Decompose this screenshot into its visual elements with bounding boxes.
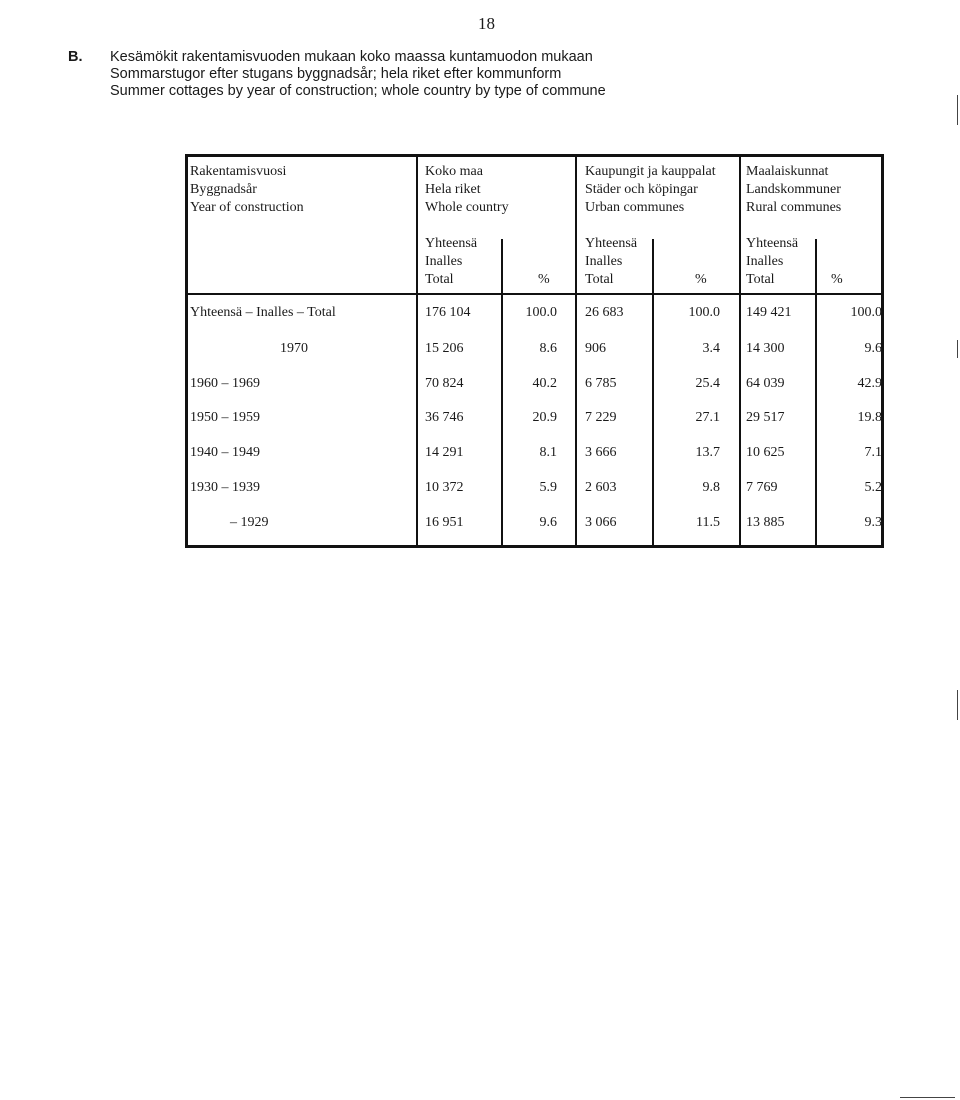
cell-percent: 11.5 (696, 515, 720, 530)
cell-percent: 8.6 (539, 341, 557, 356)
cell-percent: 42.9 (857, 376, 882, 391)
header-rule (188, 293, 881, 295)
cell-percent: 25.4 (695, 376, 720, 391)
table-title (68, 49, 606, 100)
divider-stub (416, 157, 418, 545)
group-urban-total-sv: Inalles (585, 254, 623, 269)
cell-percent: 100.0 (850, 305, 882, 320)
scan-edge-mark (957, 340, 958, 358)
cell-total: 29 517 (746, 410, 785, 425)
group-urban-header-fi: Kaupungit ja kauppalat (585, 164, 716, 179)
cell-total: 26 683 (585, 305, 624, 320)
row-label: 1940 – 1949 (190, 445, 260, 460)
cell-total: 14 291 (425, 445, 464, 460)
row-label: Yhteensä – Inalles – Total (190, 305, 336, 320)
stub-header-sv: Byggnadsår (190, 182, 257, 197)
cell-percent: 8.1 (539, 445, 557, 460)
cell-percent: 20.9 (532, 410, 557, 425)
title-english: Summer cottages by year of construction; whole country by type of commune (110, 83, 606, 99)
divider-urban-rural (739, 157, 741, 545)
group-whole-total-fi: Yhteensä (425, 236, 478, 251)
divider-urban-total-pct (652, 239, 654, 545)
group-urban-total-en: Total (585, 272, 614, 287)
cell-percent: 40.2 (532, 376, 557, 391)
group-whole-header-fi: Koko maa (425, 164, 483, 179)
cell-total: 2 603 (585, 480, 617, 495)
group-urban-pct: % (695, 272, 707, 287)
row-label: 1930 – 1939 (190, 480, 260, 495)
cell-total: 64 039 (746, 376, 785, 391)
cell-percent: 5.9 (539, 480, 557, 495)
cell-total: 14 300 (746, 341, 785, 356)
cell-total: 13 885 (746, 515, 785, 530)
group-rural-total-fi: Yhteensä (746, 236, 799, 251)
row-label: 1950 – 1959 (190, 410, 260, 425)
cell-percent: 9.8 (702, 480, 720, 495)
cell-total: 906 (585, 341, 606, 356)
page-number: 18 (478, 14, 495, 33)
cell-percent: 27.1 (695, 410, 720, 425)
group-rural-header-fi: Maalaiskunnat (746, 164, 829, 179)
cell-total: 36 746 (425, 410, 464, 425)
group-urban-header-sv: Städer och köpingar (585, 182, 698, 197)
row-label: 1960 – 1969 (190, 376, 260, 391)
cell-percent: 9.3 (864, 515, 882, 530)
group-urban-total-fi: Yhteensä (585, 236, 638, 251)
scan-edge-mark (900, 1097, 955, 1098)
title-swedish: Sommarstugor efter stugans byggnadsår; hela riket efter kommunform (110, 66, 562, 82)
cell-total: 70 824 (425, 376, 464, 391)
cell-percent: 7.1 (864, 445, 882, 460)
group-whole-total-sv: Inalles (425, 254, 463, 269)
cell-percent: 5.2 (864, 480, 882, 495)
cell-percent: 9.6 (539, 515, 557, 530)
cell-total: 3 666 (585, 445, 617, 460)
row-label: 1970 (280, 341, 308, 356)
cell-total: 6 785 (585, 376, 617, 391)
stub-header-en: Year of construction (190, 200, 304, 215)
statistics-table (185, 154, 884, 548)
cell-total: 7 769 (746, 480, 778, 495)
scan-edge-mark (957, 95, 958, 125)
cell-percent: 13.7 (695, 445, 720, 460)
cell-percent: 100.0 (525, 305, 557, 320)
group-rural-total-en: Total (746, 272, 775, 287)
group-urban-header-en: Urban communes (585, 200, 685, 215)
group-rural-header-sv: Landskommuner (746, 182, 841, 197)
table-letter: B. (68, 49, 83, 65)
group-whole-header-sv: Hela riket (425, 182, 481, 197)
group-rural-header-en: Rural communes (746, 200, 842, 215)
group-whole-pct: % (538, 272, 550, 287)
cell-total: 16 951 (425, 515, 464, 530)
divider-whole-total-pct (501, 239, 503, 545)
row-label: – 1929 (230, 515, 269, 530)
divider-whole-urban (575, 157, 577, 545)
cell-percent: 9.6 (864, 341, 882, 356)
group-rural-total-sv: Inalles (746, 254, 784, 269)
cell-total: 10 372 (425, 480, 464, 495)
stub-header-fi: Rakentamisvuosi (190, 164, 287, 179)
cell-percent: 3.4 (702, 341, 720, 356)
cell-total: 10 625 (746, 445, 785, 460)
cell-total: 176 104 (425, 305, 471, 320)
scan-edge-mark (957, 690, 958, 720)
cell-percent: 100.0 (688, 305, 720, 320)
divider-rural-total-pct (815, 239, 817, 545)
title-finnish: Kesämökit rakentamisvuoden mukaan koko maassa kuntamuodon mukaan (110, 49, 593, 65)
group-whole-header-en: Whole country (425, 200, 509, 215)
group-whole-total-en: Total (425, 272, 454, 287)
cell-total: 15 206 (425, 341, 464, 356)
cell-percent: 19.8 (857, 410, 882, 425)
cell-total: 7 229 (585, 410, 617, 425)
group-rural-pct: % (831, 272, 843, 287)
cell-total: 3 066 (585, 515, 617, 530)
cell-total: 149 421 (746, 305, 792, 320)
